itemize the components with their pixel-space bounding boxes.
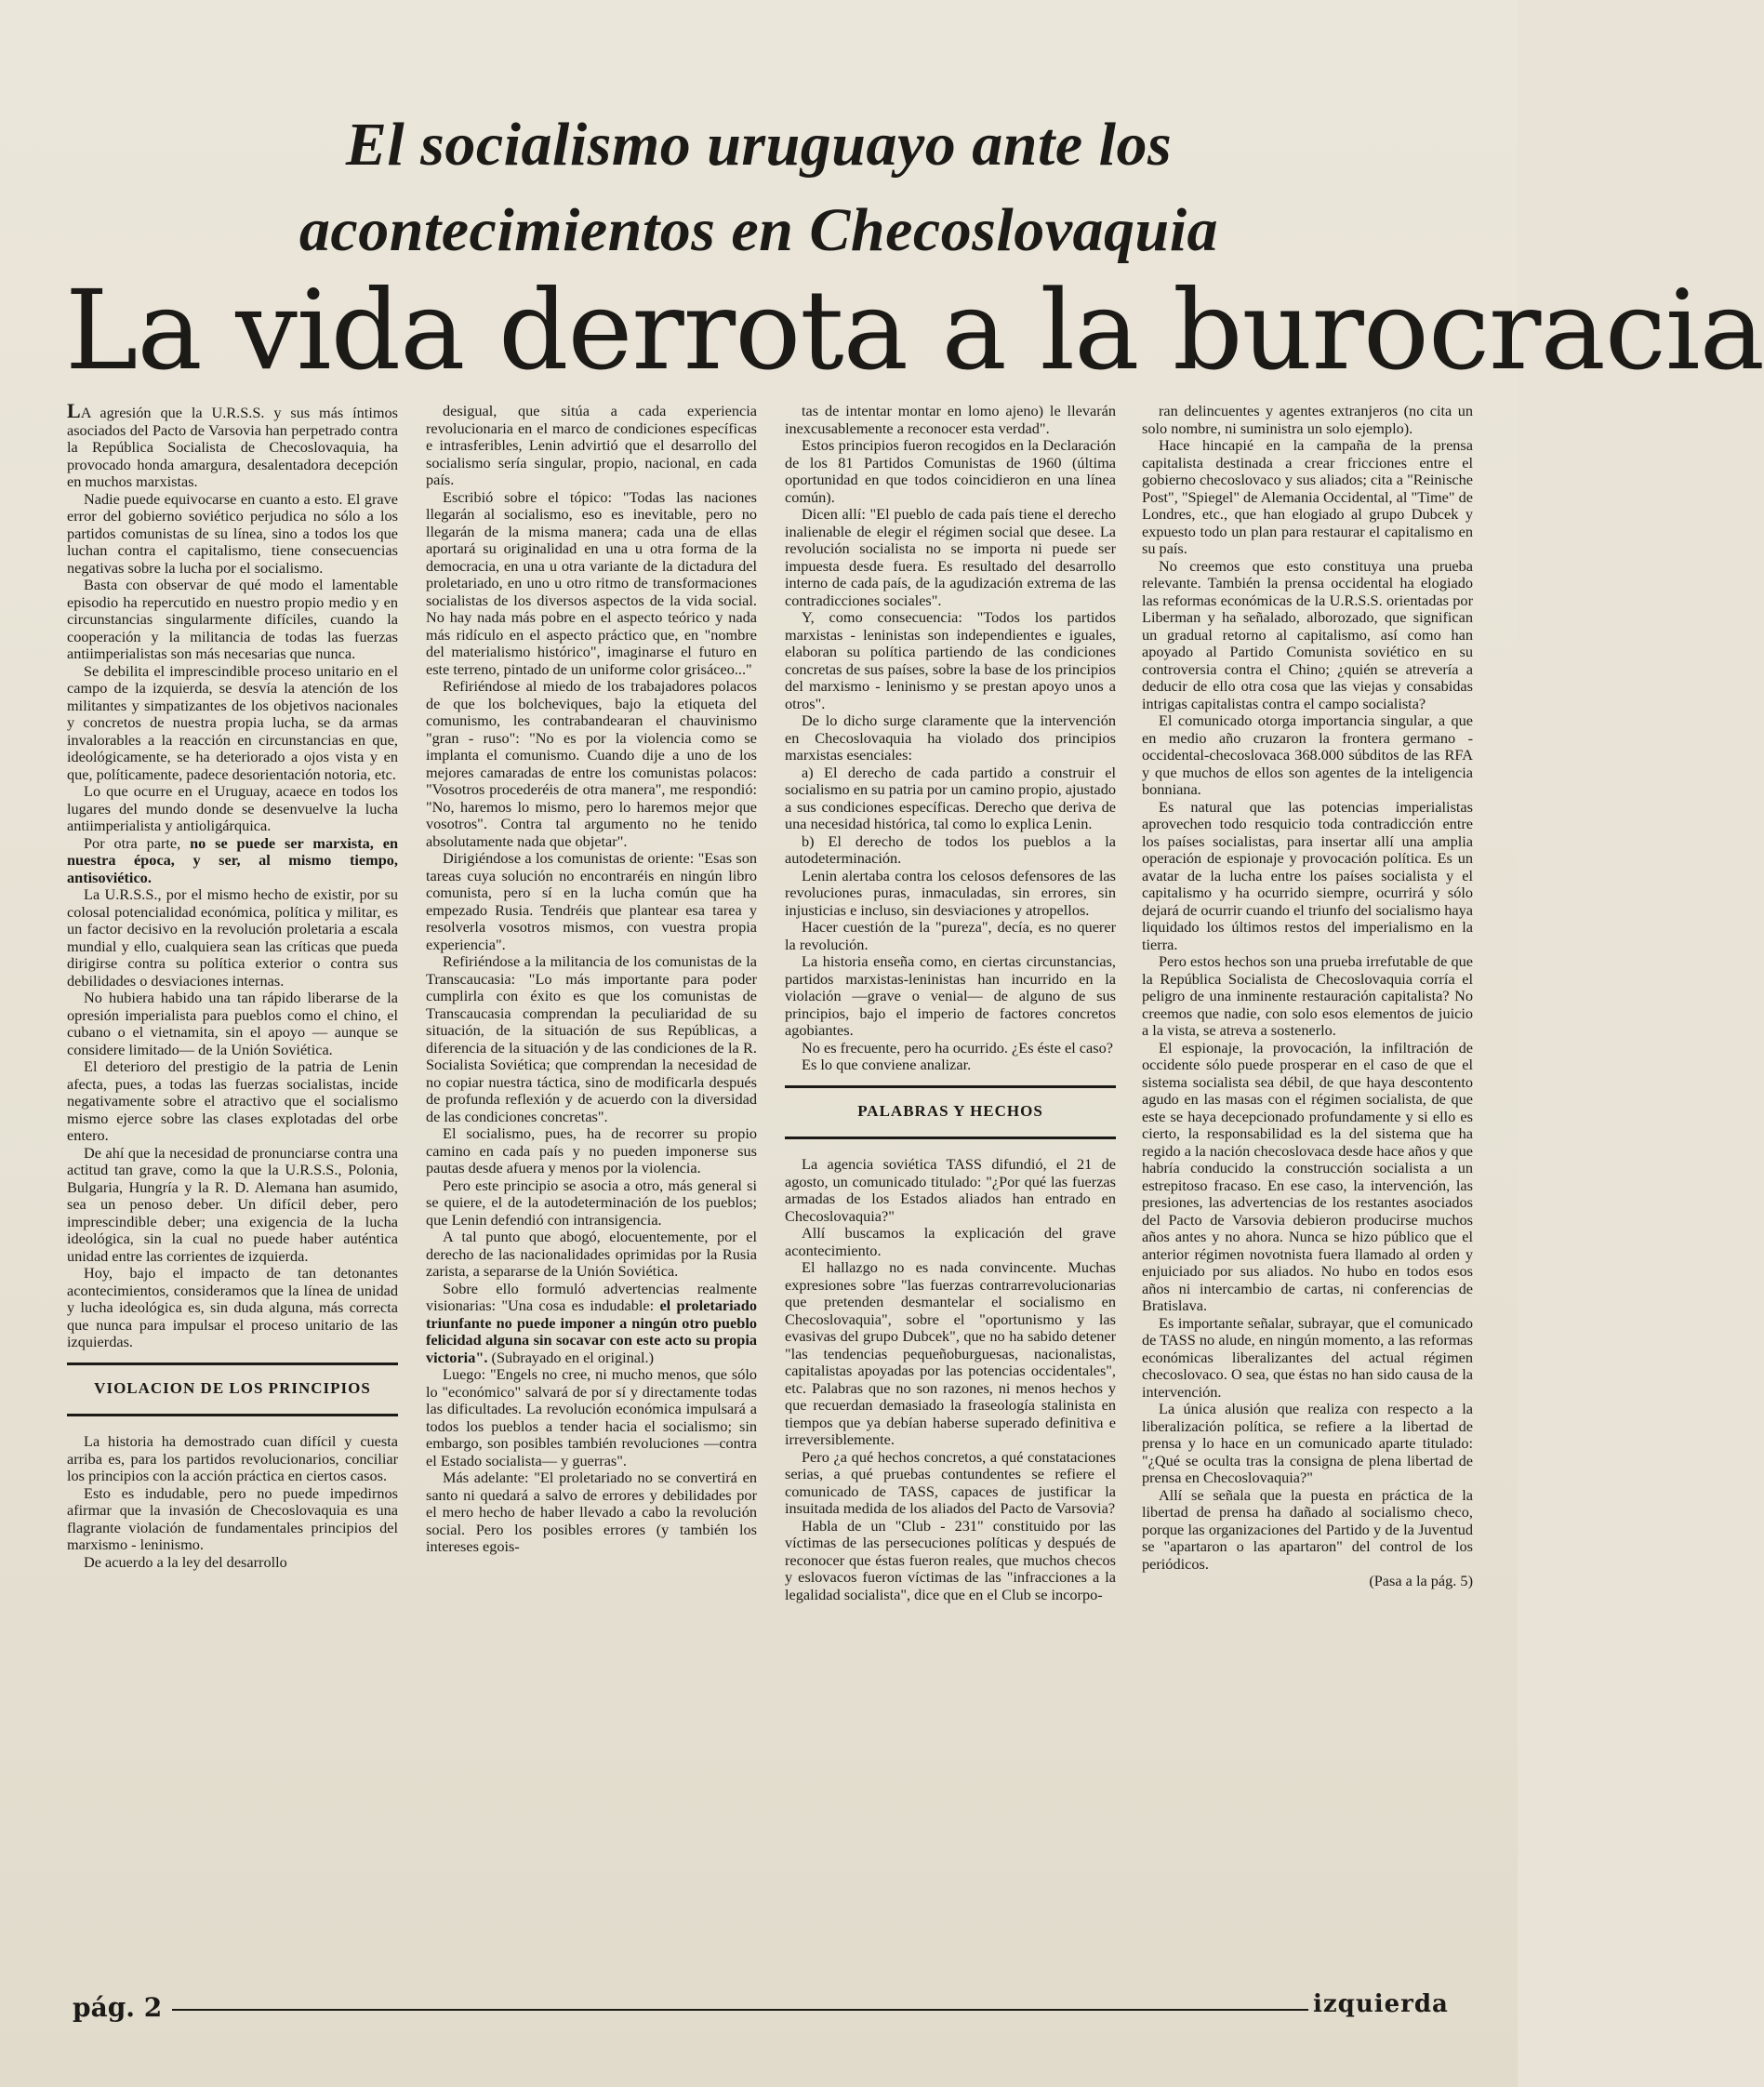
- column-1: [67, 399, 399, 1965]
- col4-paragraph: Allí se señala que la puesta en práctica de la libertad de prensa ha dañado al socialismo checo, porque las organizaciones del Partido y de la Juventud se "apartaron o las apartaron" del control de los periódicos.: [1142, 1485, 1473, 1573]
- col4-paragraph: El espionaje, la provocación, la infiltración de occidente sólo puede prosperar en el caso de que el sistema socialista sea débil, de que haya descontento agudo en las masas con el régimen socialista, de que este se haya decepcionado profundamente y si ello es cierto, la responsabilidad es la del sistema que ha regido a la nación checoslovaca desde hace años y que habría conducido la construcción socialista a un estrepitoso fracaso. En ese caso, la intervención, las presiones, las advertencias de los restantes asociados del Pacto de Varsovia debieron producirse muchos años antes y no ahora. Nunca se hizo público que el anterior régimen novotnista fuera llamado al orden y enjuiciado por sus aliados. No hubo en todos esos años ni intercambio de cartas, ni conferencias de Bratislava.: [1142, 1038, 1473, 1314]
- col3-paragraph: No es frecuente, pero ha ocurrido. ¿Es éste el caso?: [802, 1038, 1113, 1057]
- advertencias-lead: Sobre ello formuló advertencias realmente visionarias: "Una cosa es indudable:: [426, 1279, 757, 1314]
- col4-paragraphs: [1142, 403, 1473, 1573]
- col1c-paragraphs: [67, 1433, 398, 1571]
- publication-name: izquierda: [1313, 1990, 1449, 2018]
- col4-paragraph: La única alusión que realiza con respecto a la liberalización política, se refiere a la libertad de prensa y lo hace en un comunicado aparte titulado: "¿Qué se oculta tras la consigna de plena libertad de prensa en Checoslovaquia?": [1142, 1400, 1473, 1486]
- col3-paragraph: Dicen allí: "El pueblo de cada país tiene el derecho inalienable de elegir el régimen social que desee. La revolución socialista no se importa ni puede ser impuesta desde fuera. Es resultado del desarrollo interno de cada país, de la agudización extrema de las contradicciones sociales".: [785, 505, 1116, 609]
- col4-paragraph: El comunicado otorga importancia singular, a que en medio año cruzaron la frontera germano - occidental-checoslovaca 368.000 súbditos de las RFA y que muchos de ellos son agentes de la inteligencia bonniana.: [1142, 711, 1473, 798]
- col4-paragraph: Es natural que las potencias imperialistas aprovechen todo resquicio toda contradicción entre los países socialistas, para insertar allí una amplia operación de espionaje y provocación política. Es un avatar de la lucha entre los países socialista y el capitalismo y ha ocurrido siempre, ocurrirá y sólo dejará de ocurrir cuando el triunfo del socialismo haya liquidado los últimos restos del imperialismo en la tierra.: [1142, 797, 1473, 953]
- col2-paragraph: Refiriéndose al miedo de los trabajadores polacos de que los bolcheviques, bajo la etiqueta del comunismo, les contrabandearan el chauvinismo "gran - ruso": "No es por la violencia como se implanta el comunismo. Cuando dije a uno de los mejores camaradas de entre los comunistas polacos: "Vosotros procederéis de otra manera", me respondió: "No, haremos lo mismo, pero lo haremos mejor que vosotros". Contra tal argumento no he tenido absolutamente nada que objetar".: [426, 677, 757, 850]
- col3b-paragraph: La agencia soviética TASS difundió, el 21 de agosto, un comunicado titulado: "¿Por qué las fuerzas armadas de los Estados aliados han entrado en Checoslovaquia?": [785, 1155, 1116, 1225]
- col3-paragraph: Estos principios fueron recogidos en la Declaración de los 81 Partidos Comunistas de 1960 (última oportunidad en que todos coincidieron en una línea común).: [785, 436, 1116, 506]
- kicker-line-2: acontecimientos en Checoslovaquia: [298, 196, 1219, 264]
- subheading-palabras: PALABRAS Y HECHOS: [785, 1085, 1116, 1140]
- col2-paragraph: A tal punto que abogó, elocuentemente, por el derecho de las nacionalidades oprimidas por la Rusia zarista, a separarse de la Unión Soviética.: [426, 1228, 757, 1280]
- col1-paragraph: Lo que ocurre en el Uruguay, acaece en todos los lugares del mundo donde se desenvuelve la lucha antiimperialista y antioligárquica.: [67, 782, 398, 834]
- col4-paragraph: Hace hincapié en la campaña de la prensa capitalista destinada a crear fricciones entre el gobierno checoslovaco y sus aliados; cita a "Reinische Post", "Spiegel" de Alemania Occidental, al "Time" de Londres, etc., que han elogiado al grupo Dubcek y expuesto todo un plan para restaurar el capitalismo en su país.: [1142, 436, 1473, 557]
- col1b-paragraph: Hoy, bajo el impacto de tan detonantes acontecimientos, consideramos que la línea de unidad y lucha ideológica es, sin duda alguna, más correcta que nunca para impulsar el proceso unitario de las izquierdas.: [67, 1264, 398, 1350]
- col2b-paragraph: Más adelante: "El proletariado no se convertirá en santo ni quedará a salvo de errores y debilidades por el mero hecho de haber llevado a cabo la revolución social. Pero los posibles errores (y también los intereses egois-: [426, 1469, 757, 1555]
- col1-paragraph: Nadie puede equivocarse en cuanto a esto. El grave error del gobierno soviético perjudica no sólo a los partidos comunistas de su línea, sino a todos los que luchan contra el capitalismo, tiene consecuencias negativas sobre la lucha por el socialismo.: [67, 489, 398, 577]
- advertencias-bold: el proletariado triunfante no puede imponer a ningún otro pueblo felicidad alguna sin socavar con este acto su propia victoria".: [426, 1296, 757, 1366]
- col1b-paragraph: El deterioro del prestigio de la patria de Lenin afecta, pues, a todas las fuerzas socialistas, incide negativamente sobre el atractivo que el socialismo mismo ejerce sobre las clases explotadas del orbe entero.: [67, 1057, 398, 1144]
- col2-paragraph: El socialismo, pues, ha de recorrer su propio camino en cada país y no pueden imponerse sus pautas desde afuera y menos por la violencia.: [426, 1124, 757, 1176]
- article-body: [67, 399, 1473, 1965]
- col1-paragraph: Se debilita el imprescindible proceso unitario en el campo de la izquierda, se desvía la atención de los militantes y simpatizantes de los objetivos nacionales y concretos de nuestra propia lucha, se da armas invalorables a la reacción en circunstancias en que, ideológicamente, se ha deteriorado a ojos vista y en que, políticamente, padece desorientación notoria, etc.: [67, 661, 398, 783]
- page-number: pág. 2: [73, 1992, 163, 2023]
- headline: La vida derrota a la burocracia: [65, 266, 1764, 394]
- col2b-paragraphs: [426, 1366, 757, 1556]
- col3-paragraph: tas de intentar montar en lomo ajeno) le llevarán inexcusablemente a reconocer esta verdad".: [785, 402, 1116, 437]
- col2b-paragraph: Luego: "Engels no cree, ni mucho menos, que sólo lo "económico" salvará de por sí y directamente todas las dificultades. La revolución económica impulsará a todos los pueblos a tender hacia el socialismo; sin embargo, son posibles también revoluciones —contra el Estado socialista— y guerras".: [426, 1365, 757, 1469]
- col2-paragraphs: [426, 403, 757, 1281]
- col3-paragraph: De lo dicho surge claramente que la intervención en Checoslovaquia ha violado dos principios marxistas esenciales:: [785, 711, 1116, 764]
- advertencias-tail: (Subrayado en el original.): [487, 1348, 655, 1366]
- drop-cap: L: [67, 399, 81, 422]
- col3-paragraph: b) El derecho de todos los pueblos a la autodeterminación.: [785, 831, 1116, 867]
- footer-rule: [172, 2009, 1308, 2011]
- col3-paragraph: Hacer cuestión de la "pureza", decía, es no querer la revolución.: [785, 918, 1116, 953]
- col2-paragraph: Escribió sobre el tópico: "Todas las naciones llegarán al socialismo, eso es inevitable, pero no llegarán de la misma manera; cada una de ellas aportará su originalidad en una u otra forma de la democracia, en una u otra variante de la dictadura del proletariado, en uno u otro ritmo de transformaciones socialistas de los diversos aspectos de la vida social. No hay nada más pobre en el aspecto teórico y nada más ridículo en el aspecto práctico que, en "nombre del materialismo histórico", imaginarse el futuro en este terreno, pintado de un uniforme color grisáceo...": [426, 487, 757, 678]
- col3-paragraph: a) El derecho de cada partido a construir el socialismo en su patria por un camino propio, ajustado a sus condiciones específicas. Derecho que deriva de una necesidad histórica, tal como lo explica Lenin.: [785, 763, 1116, 832]
- bold-paragraph: [67, 835, 398, 887]
- col2-paragraph: desigual, que sitúa a cada experiencia revolucionaria en el marco de condiciones específicas e intrasferibles, Lenin advirtió que el desarrollo del socialismo sería singular, propio, nacional, en cada país.: [426, 402, 757, 488]
- bold-paragraph-lead: Por otra parte,: [84, 833, 191, 852]
- col1-paragraphs: [67, 399, 398, 835]
- col1-paragraph: LA agresión que la U.R.S.S. y sus más íntimos asociados del Pacto de Varsovia han perpetrado contra la República Socialista de Checoslovaquia, ha provocado honda amargura, desalentadora decepción en muchos marxistas.: [67, 399, 398, 490]
- column-3: [785, 403, 1116, 1965]
- col3b-paragraphs: [785, 1156, 1116, 1603]
- col3b-paragraph: Pero ¿a qué hechos concretos, a qué constataciones serias, a qué pruebas contundentes se refiere el comunicado de TASS, capaces de justificar la insuitada medida de los aliados del Pacto de Varsovia?: [785, 1447, 1116, 1517]
- col1b-paragraphs: [67, 886, 398, 1351]
- col2-paragraph: Refiriéndose a la militancia de los comunistas de la Transcaucasia: "Lo más importante para poder cumplirla con éxito es que los comunistas de Transcaucasia comprendan la peculiaridad de su situación, de la situación de sus Repúblicas, a diferencia de la situación y de las condiciones de la R. Socialista Soviética; que comprendan la necesidad de no copiar nuestra táctica, sino de modificarla después de profunda reflexión y de acuerdo con la diversidad de las condiciones concretas".: [426, 952, 757, 1125]
- column-4: [1142, 403, 1473, 1965]
- col3b-paragraph: Allí buscamos la explicación del grave acontecimiento.: [785, 1224, 1116, 1259]
- kicker-line-1: El socialismo uruguayo ante los: [345, 111, 1173, 179]
- col4-paragraph: No creemos que esto constituya una prueba relevante. También la prensa occidental ha elogiado las reformas económicas de la U.R.S.S. orientadas por Liberman y ha señalado, alborozado, que significan un gradual retorno al capitalismo, así como han apoyado al Partido Comunista soviético en su controversia contra el Chino; ¿quién se atrevería a deducir de ello otra cosa que las viejas y consabidas intrigas capitalistas contra el campo socialista?: [1142, 556, 1473, 712]
- col1c-paragraph: De acuerdo a la ley del desarrollo: [84, 1552, 287, 1571]
- col2-paragraph: Pero este principio se asocia a otro, más general si se quiere, el de la autodeterminación de los pueblos; que Lenin defendió con intransigencia.: [426, 1176, 757, 1229]
- bold-paragraph-text: no se puede ser marxista, en nuestra época, y ser, al mismo tiempo, antisoviético.: [67, 833, 399, 886]
- kicker-title: [0, 102, 1518, 273]
- col2-paragraph: Dirigiéndose a los comunistas de oriente: "Esas son tareas cuya solución no encontraréis en ningún libro comunista, pero sí en la lucha común que ha empezado Rusia. Tendréis que plantear esa tarea y resolverla vosotros mismos, con vuestra propia experiencia".: [426, 849, 757, 953]
- col1c-paragraph: Esto es indudable, pero no puede impedirnos afirmar que la invasión de Checoslovaquia es una flagrante violación de fundamentales principios del marxismo - leninismo.: [67, 1483, 398, 1553]
- col1b-paragraph: De ahí que la necesidad de pronunciarse contra una actitud tan grave, como la que la U.R.S.S., Polonia, Bulgaria, Hungría y la R. D. Alemana han asumido, sea un penoso deber. Un difícil deber, pero imprescindible deber; una exigencia de la lucha ideológica, sin la cual no puede haber auténtica unidad entre las corrientes de izquierda.: [67, 1143, 398, 1265]
- col3-paragraph: La historia enseña como, en ciertas circunstancias, partidos marxistas-leninistas han incurrido en la violación —grave o venial— de alguno de sus principios, bajo el imperio de factores concretos agobiantes.: [785, 952, 1116, 1039]
- col3-paragraph: Y, como consecuencia: "Todos los partidos marxistas - leninistas son independientes e iguales, elaboran su política partiendo de las condiciones concretas de sus países, sobre la base de los principios del marxismo - leninismo y se prestan apoyo unos a otros".: [785, 608, 1116, 712]
- col3b-paragraph: El hallazgo no es nada convincente. Muchas expresiones sobre "las fuerzas contrarrevolucionarias que pretenden desmantelar el socialismo en Checoslovaquia", sobre el "oportunismo y las evasivas del grupo Dubcek", que no ha sabido detener "las tendencias pequeñoburguesas, nacionalistas, capitalistas apoyadas por las potencias occidentales", etc. Palabras que no son razones, ni menos hechos y que recuerdan demasiado la fraseología stalinista en tiempos que ya debían haberse superado definitiva e irreversiblemente.: [785, 1258, 1116, 1448]
- advertencias-paragraph: [426, 1281, 757, 1367]
- col1-paragraph: Basta con observar de qué modo el lamentable episodio ha repercutido en nuestro propio medio y en circunstancias singularmente difíciles, cuando la cooperación y la militancia de todas las fuerzas antiimperialistas son más necesarias que nunca.: [67, 576, 398, 662]
- col4-paragraph: ran delincuentes y agentes extranjeros (no cita un solo nombre, ni suministra un solo ejemplo).: [1142, 402, 1473, 437]
- col3-paragraph: Lenin alertaba contra los celosos defensores de las revoluciones puras, inmaculadas, sin errores, sin injusticias e incluso, sin desviaciones y atropellos.: [785, 866, 1116, 919]
- subheading-violacion: VIOLACION DE LOS PRINCIPIOS: [67, 1363, 398, 1417]
- col3-paragraph: Es lo que conviene analizar.: [802, 1056, 972, 1073]
- col4-paragraph: Pero estos hechos son una prueba irrefutable de que la República Socialista de Checoslovaquia corría el peligro de una inminente restauración capitalista? No creemos que nadie, con solo esos elementos de juicio a la vista, se atreva a sostenerlo.: [1142, 952, 1473, 1039]
- col1c-paragraph: La historia ha demostrado cuan difícil y cuesta arriba es, para los partidos revolucionarios, conciliar los principios con la acción práctica en ciertos casos.: [67, 1432, 398, 1484]
- column-2: [426, 403, 757, 1965]
- col1b-paragraph: La U.R.S.S., por el mismo hecho de existir, por su colosal potencialidad económica, política y militar, es un factor decisivo en la revolución proletaria a escala mundial y ello, cualquiera sean las críticas que pueda dirigirse contra su política exterior o contra sus debilidades o desviaciones internas.: [67, 885, 398, 990]
- col4-paragraph: Es importante señalar, subrayar, que el comunicado de TASS no alude, en ningún momento, a las reformas económicas liberalizantes del actual régimen checoslovaco. O sea, que éstas no han sido causa de la intervención.: [1142, 1313, 1473, 1401]
- continued-note: (Pasa a la pág. 5): [1369, 1572, 1473, 1589]
- col3-paragraphs: [785, 403, 1116, 1074]
- col1b-paragraph: No hubiera habido una tan rápido liberarse de la opresión imperialista para pueblos como el chino, el cubano o el vietnamita, sin el apoyo — aunque se considere limitado— de la Unión Soviética.: [67, 989, 398, 1058]
- col3b-paragraph: Habla de un "Club - 231" constituido por las víctimas de las persecuciones políticas y después de reconocer que éstas fueron reales, que muchos checos y eslovacos fueron víctimas de las "infracciones a la legalidad socialista", dice que en el Club se incorpo-: [785, 1516, 1116, 1603]
